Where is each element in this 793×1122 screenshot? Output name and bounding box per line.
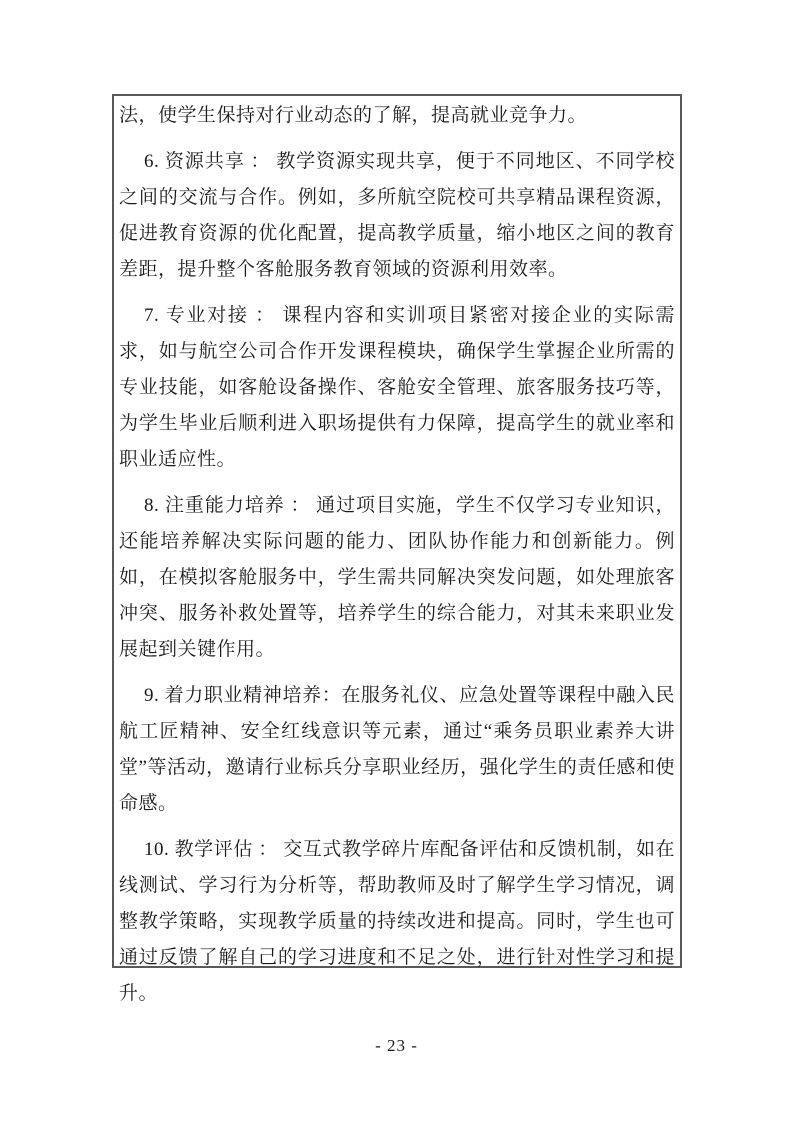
paragraph: 法，使学生保持对行业动态的了解，提高就业竞争力。 bbox=[119, 105, 588, 126]
paragraph: 10. 教学评估 ： 交互式教学碎片库配备评估和反馈机制，如在线测试、学习行为分析等，帮助教师及时了解学生学习情况，调整教学策略，实现教学质量的持续改进和提高。同时，学生也可通过反馈了解自己的学习进度和不足之处，进行针对性学习和提升。 bbox=[119, 839, 675, 1004]
paragraph: 6. 资源共享 ： 教学资源实现共享，便于不同地区、不同学校之间的交流与合作。例如，多所航空院校可共享精品课程资源，促进教育资源的优化配置，提高教学质量，缩小地区之间的教育差距，提升整个客舱服务教育领域的资源利用效率。 bbox=[119, 151, 675, 280]
paragraph: 9. 着力职业精神培养：在服务礼仪、应急处置等课程中融入民航工匠精神、安全红线意识等元素，通过“乘务员职业素养大讲堂”等活动，邀请行业标兵分享职业经历，强化学生的责任感和使命感。 bbox=[119, 685, 675, 814]
paragraph: 8. 注重能力培养 ： 通过项目实施，学生不仅学习专业知识，还能培养解决实际问题的能力、团队协作能力和创新能力。例如，在模拟客舱服务中，学生需共同解决突发问题，如处理旅客冲突、服务补救处置等，培养学生的综合能力，对其未来职业发展起到关键作用。 bbox=[119, 495, 675, 660]
page-footer bbox=[0, 1036, 793, 1056]
paragraph: 7. 专业对接 ： 课程内容和实训项目紧密对接企业的实际需求，如与航空公司合作开发课程模块，确保学生掌握企业所需的专业技能，如客舱设备操作、客舱安全管理、旅客服务技巧等，为学生毕业后顺利进入职场提供有力保障，提高学生的就业率和职业适应性。 bbox=[119, 305, 675, 470]
page-number: - 23 - bbox=[375, 1036, 418, 1055]
document-body bbox=[119, 98, 675, 1012]
content-box bbox=[112, 94, 682, 1004]
